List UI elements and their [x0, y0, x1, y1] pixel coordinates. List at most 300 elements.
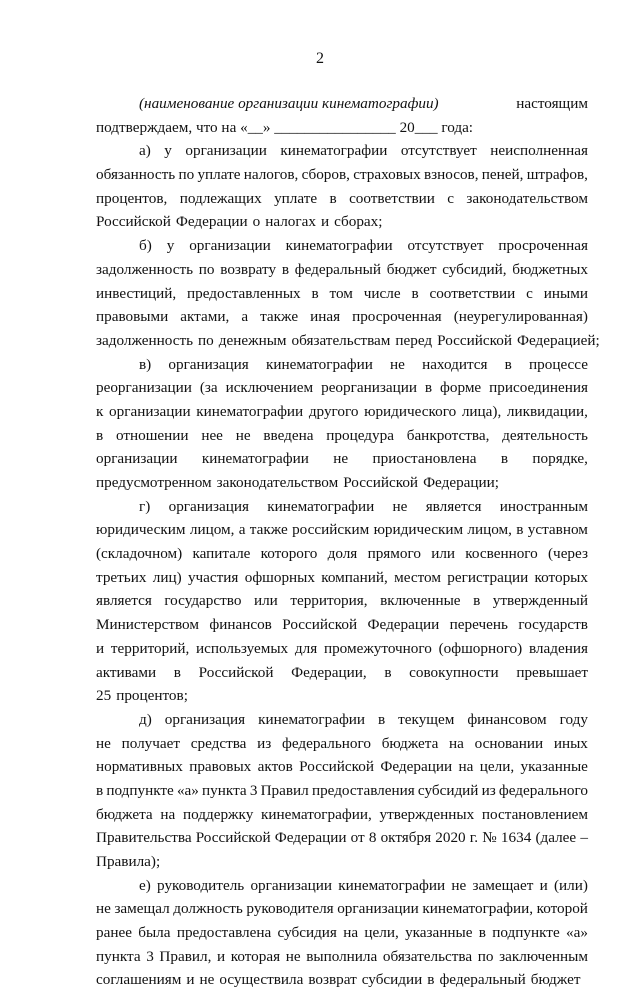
word: Федерации — [175, 213, 248, 231]
word: не — [392, 497, 408, 515]
word: пункта — [96, 947, 141, 965]
word: организация — [164, 710, 246, 728]
word: выполнила — [306, 947, 378, 965]
word: также — [260, 308, 299, 326]
word: по — [178, 166, 195, 184]
text-line — [96, 755, 588, 779]
text-line — [96, 968, 588, 992]
word: текущем — [398, 710, 455, 728]
word: бюджет — [386, 260, 437, 278]
word: также — [249, 521, 288, 539]
word: подлежащих — [179, 189, 262, 207]
word: в — [478, 924, 486, 942]
word: процедура — [326, 426, 394, 444]
word: не — [96, 734, 111, 752]
word: в — [473, 592, 481, 610]
word: а) — [139, 142, 151, 160]
word: возврат — [308, 971, 357, 989]
word: Правила); — [96, 853, 161, 870]
text-line — [96, 471, 588, 495]
word: организация — [168, 355, 249, 373]
word: активами — [96, 663, 157, 681]
word: правовыми — [96, 308, 169, 326]
word: правовых — [189, 758, 252, 776]
word: государств — [518, 616, 588, 634]
word: просроченная — [352, 308, 442, 326]
word: не — [235, 426, 251, 444]
word: обязательства — [382, 947, 473, 965]
word: кинематографии, — [261, 805, 372, 823]
word: возврату — [220, 260, 277, 278]
text-line — [96, 637, 588, 661]
word: кинематографии — [338, 876, 446, 894]
word: процентов; — [116, 687, 188, 705]
word: взносов, — [423, 166, 479, 184]
word: или — [253, 592, 278, 610]
word: юридического — [364, 402, 457, 420]
text-line — [96, 210, 588, 234]
text-line — [96, 400, 588, 424]
word: уставном — [527, 521, 588, 539]
text-line — [96, 495, 588, 519]
word: является — [425, 497, 482, 515]
page-number: 2 — [316, 50, 324, 67]
word: была — [138, 924, 171, 942]
word: отношении — [115, 426, 189, 444]
word: бюджетных — [512, 260, 588, 278]
word: в — [424, 379, 433, 397]
word: (офшорного) — [438, 639, 523, 657]
word: соответствии — [429, 284, 516, 302]
word: и — [186, 971, 195, 989]
word: кинематографии — [280, 142, 388, 160]
word: по — [477, 947, 494, 965]
word: обязательствам — [291, 331, 391, 349]
word: в — [281, 260, 289, 278]
word: соглашениям — [96, 971, 182, 989]
word: превышает — [516, 663, 588, 681]
word: или — [431, 545, 456, 563]
word: лицом, — [467, 521, 512, 539]
word: российским — [292, 521, 370, 539]
word: на — [343, 924, 359, 942]
word: организации — [189, 237, 271, 255]
word: руководителя — [246, 900, 334, 918]
word: лица), — [461, 402, 502, 420]
word: у — [164, 142, 172, 160]
word: с — [447, 189, 455, 207]
word: Федерации, — [291, 663, 367, 681]
word: организации — [96, 450, 178, 468]
word: нее — [201, 426, 223, 444]
text-line — [96, 282, 588, 306]
word: из — [257, 734, 272, 752]
word: субсидии — [361, 971, 423, 989]
text-line — [96, 613, 588, 637]
word: третьих — [96, 568, 147, 586]
word: осуществила — [219, 971, 304, 989]
word: субсидий — [417, 781, 479, 799]
word: денежным — [218, 331, 287, 349]
word: цели, — [479, 758, 515, 776]
word: уплате — [274, 189, 318, 207]
word: 3 — [249, 781, 258, 799]
word: 1634 — [500, 829, 532, 847]
word: форме — [440, 379, 482, 397]
word: числе — [363, 284, 401, 302]
word: Федерации — [274, 829, 347, 847]
word: из — [481, 781, 496, 799]
word: участия — [187, 568, 239, 586]
word: в — [500, 450, 509, 468]
text-line — [96, 732, 588, 756]
word: Российской — [198, 663, 274, 681]
word: организации — [250, 876, 332, 894]
word: актами, — [180, 308, 230, 326]
word: задолженность — [96, 260, 194, 278]
paragraph-v — [96, 353, 588, 495]
word: 2020 — [435, 829, 466, 847]
word: утвержденный — [492, 592, 588, 610]
word: на — [458, 758, 474, 776]
word: (через — [548, 545, 588, 563]
word: соответствии — [349, 189, 435, 207]
word: подпункте — [492, 924, 560, 942]
word: субсидий, — [442, 260, 507, 278]
word: постановлением — [481, 805, 588, 823]
word: кинематографии — [267, 497, 375, 515]
document-body — [96, 92, 600, 992]
word: указанные — [520, 758, 588, 776]
word: отсутствует — [400, 142, 477, 160]
word: порядке, — [532, 450, 588, 468]
word: находится — [422, 355, 488, 373]
word: лиц) — [152, 568, 182, 586]
word: предоставлена — [176, 924, 272, 942]
word: руководитель — [157, 876, 245, 894]
word: цели, — [364, 924, 399, 942]
word: средства — [190, 734, 247, 752]
text-line — [96, 945, 588, 969]
word: организации — [337, 900, 419, 918]
word: налогах — [265, 213, 316, 231]
word: налогов, — [243, 166, 299, 184]
word: и — [96, 639, 105, 657]
text-line — [96, 566, 588, 590]
word: капитале — [192, 545, 251, 563]
text-line — [96, 708, 588, 732]
word: организации — [185, 142, 267, 160]
word: получает — [121, 734, 181, 752]
word: замещал — [114, 900, 170, 918]
word: с — [526, 284, 533, 302]
text-line — [96, 424, 588, 448]
text-line — [96, 139, 588, 163]
word: поддержку — [182, 805, 254, 823]
word: в — [384, 663, 392, 681]
word: Министерством — [96, 616, 199, 634]
word: Российской — [282, 616, 358, 634]
word: реорганизации — [96, 379, 192, 397]
word: иных — [553, 734, 588, 752]
word: (или) — [554, 876, 588, 894]
word: банкротства, — [406, 426, 490, 444]
word: в — [329, 189, 337, 207]
word: замещает — [472, 876, 534, 894]
word: не — [333, 450, 349, 468]
word: «а» — [176, 781, 199, 799]
word: кинематографии — [201, 450, 309, 468]
word: организация — [168, 497, 249, 515]
word: Российской — [96, 213, 171, 231]
text-line — [96, 376, 588, 400]
word: 3 — [146, 947, 154, 965]
word: (за — [199, 379, 218, 397]
word: пеней, — [481, 166, 524, 184]
word: юридическим — [96, 521, 186, 539]
word: которой — [536, 900, 588, 918]
word: подпункте — [106, 781, 174, 799]
word: юридическим — [373, 521, 464, 539]
word: иная — [310, 308, 341, 326]
word: к — [96, 402, 104, 420]
word: году — [559, 710, 588, 728]
word: Федерации — [367, 616, 440, 634]
word: финансов — [209, 616, 272, 634]
word: указанные — [405, 924, 473, 942]
word: ранее — [96, 924, 132, 942]
paragraph-d — [96, 708, 588, 874]
word: по — [198, 260, 215, 278]
word: Правительства — [96, 829, 192, 847]
word: совокупности — [409, 663, 499, 681]
word: федерального — [498, 781, 588, 799]
paragraph-a — [96, 139, 588, 234]
word: не — [451, 876, 467, 894]
word: регистрации — [447, 568, 529, 586]
word: другого — [308, 402, 359, 420]
word: в — [378, 710, 386, 728]
word: от — [350, 829, 365, 847]
word: актов — [257, 758, 293, 776]
word: федеральный — [294, 260, 382, 278]
word: 8 — [368, 829, 377, 847]
word: страховых — [353, 166, 421, 184]
word: в — [96, 781, 104, 799]
word: офшорных — [244, 568, 315, 586]
word: и — [539, 876, 548, 894]
word: ликвидации, — [506, 402, 588, 420]
text-line — [96, 353, 588, 377]
word: организации — [109, 402, 191, 420]
word: должность — [173, 900, 243, 918]
word: в — [427, 971, 435, 989]
word: введена — [263, 426, 314, 444]
word: утвержденных — [379, 805, 475, 823]
word: Российской — [343, 474, 419, 491]
word: косвенного — [465, 545, 538, 563]
word: уплате — [197, 166, 241, 184]
text-line — [96, 305, 588, 329]
text-line — [96, 447, 588, 471]
word: владения — [528, 639, 588, 657]
text-line — [96, 779, 588, 803]
text-line — [96, 684, 588, 708]
word: для — [294, 639, 318, 657]
word: на — [160, 805, 176, 823]
word: нормативных — [96, 758, 183, 776]
word: в — [411, 284, 419, 302]
word: не — [285, 947, 301, 965]
org-name-placeholder: (наименование организации кинематографии) — [139, 95, 439, 112]
text-line — [96, 187, 588, 211]
text-line — [96, 589, 588, 613]
word: Правил, — [159, 947, 212, 965]
word: в) — [139, 355, 152, 373]
word: № — [482, 829, 497, 847]
word: территорий, — [110, 639, 190, 657]
word: г) — [139, 497, 151, 515]
word: пункта — [202, 781, 247, 799]
confirm-date-line: подтверждаем, что на «__» ________________ 20___ года: — [96, 118, 474, 136]
word: октября — [380, 829, 432, 847]
word: сборов, — [301, 166, 350, 184]
word: кинематографии — [258, 710, 366, 728]
text-line — [96, 542, 588, 566]
word: Федерации — [380, 758, 453, 776]
word: Федерации; — [423, 474, 500, 491]
word: сборах; — [334, 213, 383, 231]
text-line — [96, 518, 588, 542]
text-line — [96, 826, 588, 850]
header-line-date — [96, 116, 588, 140]
word: используемых — [196, 639, 289, 657]
word: государство — [164, 592, 242, 610]
word: не — [96, 900, 111, 918]
word: которых — [534, 568, 588, 586]
word: неисполненная — [490, 142, 588, 160]
word: иными — [543, 284, 588, 302]
word: является — [96, 592, 152, 610]
word: и — [217, 947, 226, 965]
text-line — [96, 163, 588, 187]
word: г. — [469, 829, 479, 847]
word: Российской — [195, 829, 271, 847]
word: Российской — [299, 758, 375, 776]
word: – — [580, 829, 588, 847]
word: финансовом — [467, 710, 547, 728]
word: Российской — [437, 331, 512, 349]
word: инвестиций, — [96, 284, 177, 302]
word: в — [516, 521, 524, 539]
word: перед — [395, 331, 433, 349]
word: в — [311, 284, 319, 302]
word: кинематографии — [265, 355, 373, 373]
text-line — [96, 258, 588, 282]
word: включенные — [380, 592, 461, 610]
word: компаний, — [321, 568, 388, 586]
word: кинематографии — [196, 402, 304, 420]
text-line — [96, 661, 588, 685]
word: федеральный — [439, 971, 526, 989]
word: перечень — [449, 616, 508, 634]
word: субсидия — [277, 924, 337, 942]
text-line — [96, 874, 588, 898]
word: не — [390, 355, 405, 373]
word: Правил — [260, 781, 309, 799]
word: в — [96, 426, 104, 444]
word: основании — [474, 734, 544, 752]
word: приостановлена — [372, 450, 477, 468]
paragraph-g — [96, 495, 588, 708]
word: обязанность — [96, 166, 176, 184]
word: законодательством — [466, 189, 588, 207]
word: о — [252, 213, 261, 231]
word: штрафов, — [526, 166, 588, 184]
word: которого — [260, 545, 318, 563]
word: процессе — [529, 355, 588, 373]
word: бюджета — [381, 734, 439, 752]
paragraphs — [96, 139, 600, 992]
word: е) — [139, 876, 151, 894]
word: Федерацией; — [516, 331, 600, 349]
word: исключением — [225, 379, 314, 397]
word: законодательством — [216, 474, 339, 491]
word: у — [166, 237, 175, 255]
word: и — [320, 213, 330, 231]
text-line — [96, 803, 588, 827]
text-line — [96, 897, 588, 921]
word: реорганизации — [321, 379, 417, 397]
text-line — [96, 921, 588, 945]
word: федерального — [281, 734, 371, 752]
header-line-org — [96, 92, 588, 116]
word: прямого — [367, 545, 421, 563]
word: (далее — [535, 829, 577, 847]
word: кинематографии — [285, 237, 393, 255]
word: кинематографии, — [422, 900, 534, 918]
word: которая — [230, 947, 281, 965]
word: б) — [139, 237, 152, 255]
word: по — [198, 331, 214, 349]
word: д) — [139, 710, 152, 728]
word: а — [241, 308, 249, 326]
confirm-word: настоящим — [516, 95, 588, 112]
text-line — [96, 329, 600, 353]
paragraph-b — [96, 234, 600, 352]
word: а — [238, 521, 246, 539]
word: территория, — [290, 592, 368, 610]
word: просроченная — [498, 237, 588, 255]
word: не — [199, 971, 215, 989]
text-line — [96, 234, 588, 258]
word: задолженность — [96, 331, 194, 349]
word: бюджет — [530, 971, 581, 989]
word: местом — [394, 568, 441, 586]
word: бюджета — [96, 805, 153, 823]
word: отсутствует — [407, 237, 484, 255]
word: деятельность — [502, 426, 588, 444]
word: в — [173, 663, 181, 681]
word: 25 — [96, 687, 112, 705]
word: промежуточного — [323, 639, 432, 657]
word: том — [329, 284, 353, 302]
word: предоставленных — [187, 284, 301, 302]
word: предоставления — [311, 781, 415, 799]
word: «а» — [565, 924, 588, 942]
word: лицом, — [189, 521, 235, 539]
word: заключенным — [499, 947, 588, 965]
